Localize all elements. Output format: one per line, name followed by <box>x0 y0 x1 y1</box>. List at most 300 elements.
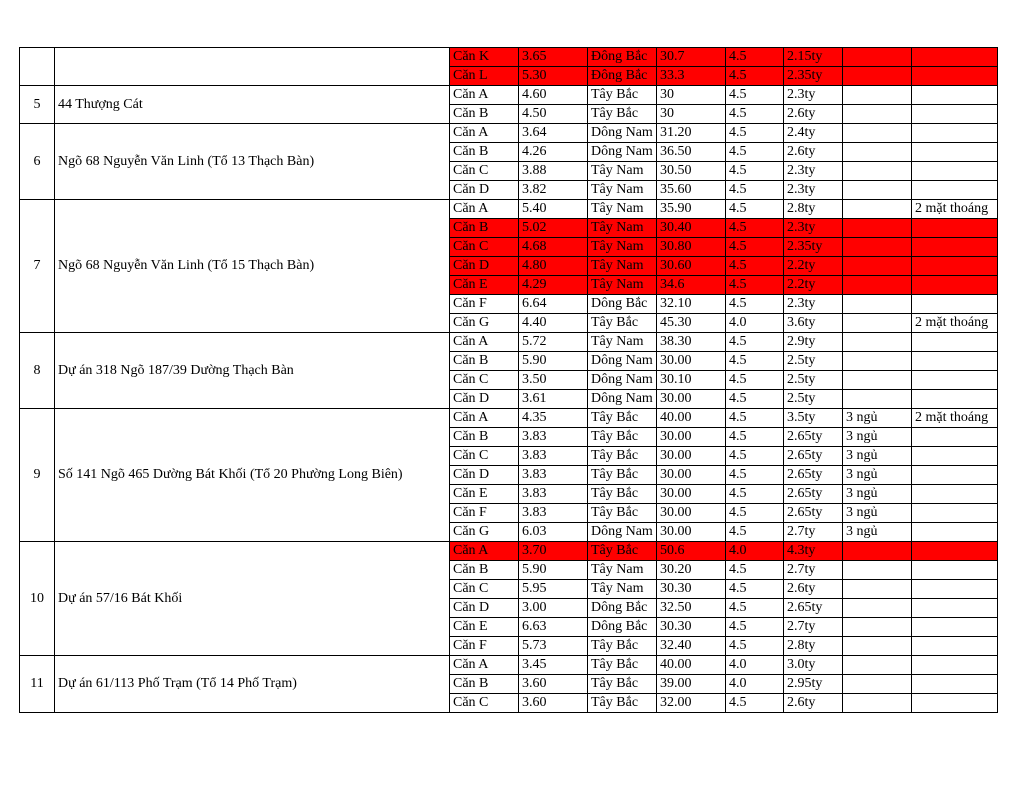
price-cell: 2.5ty <box>784 390 843 409</box>
floors-cell: 4.0 <box>726 656 784 675</box>
area-cell: 38.30 <box>657 333 726 352</box>
bedrooms-cell <box>843 333 912 352</box>
price-cell: 2.6ty <box>784 105 843 124</box>
floors-cell: 4.5 <box>726 371 784 390</box>
floors-cell: 4.5 <box>726 124 784 143</box>
area-cell: 40.00 <box>657 656 726 675</box>
stt-cell: 7 <box>20 200 55 333</box>
area-cell: 40.00 <box>657 409 726 428</box>
direction-cell: Dông Nam <box>588 523 657 542</box>
area-cell: 30.00 <box>657 523 726 542</box>
note-cell <box>912 618 998 637</box>
price-cell: 2.5ty <box>784 352 843 371</box>
width-cell: 5.73 <box>519 637 588 656</box>
area-cell: 50.6 <box>657 542 726 561</box>
note-cell <box>912 580 998 599</box>
unit-cell: Căn B <box>450 219 519 238</box>
bedrooms-cell <box>843 181 912 200</box>
width-cell: 5.02 <box>519 219 588 238</box>
price-cell: 2.2ty <box>784 257 843 276</box>
area-cell: 30 <box>657 105 726 124</box>
price-cell: 3.0ty <box>784 656 843 675</box>
area-cell: 33.3 <box>657 67 726 86</box>
address-cell: Ngõ 68 Nguyễn Văn Linh (Tổ 13 Thạch Bàn) <box>55 124 450 200</box>
direction-cell: Tây Bắc <box>588 466 657 485</box>
bedrooms-cell <box>843 143 912 162</box>
area-cell: 30.00 <box>657 447 726 466</box>
floors-cell: 4.5 <box>726 447 784 466</box>
direction-cell: Tây Bắc <box>588 485 657 504</box>
area-cell: 36.50 <box>657 143 726 162</box>
note-cell <box>912 390 998 409</box>
bedrooms-cell <box>843 637 912 656</box>
floors-cell: 4.5 <box>726 105 784 124</box>
direction-cell: Tây Bắc <box>588 694 657 713</box>
floors-cell: 4.5 <box>726 162 784 181</box>
table-row <box>20 656 998 675</box>
direction-cell: Tây Bắc <box>588 656 657 675</box>
price-cell: 2.65ty <box>784 466 843 485</box>
area-cell: 30.10 <box>657 371 726 390</box>
note-cell <box>912 276 998 295</box>
price-cell: 2.65ty <box>784 504 843 523</box>
price-cell: 2.2ty <box>784 276 843 295</box>
stt-cell: 8 <box>20 333 55 409</box>
area-cell: 30.00 <box>657 390 726 409</box>
price-cell: 2.95ty <box>784 675 843 694</box>
unit-cell: Căn C <box>450 238 519 257</box>
bedrooms-cell <box>843 238 912 257</box>
table-row <box>20 542 998 561</box>
unit-cell: Căn E <box>450 485 519 504</box>
stt-cell: 5 <box>20 86 55 124</box>
width-cell: 4.80 <box>519 257 588 276</box>
floors-cell: 4.5 <box>726 86 784 105</box>
price-cell: 2.65ty <box>784 428 843 447</box>
bedrooms-cell <box>843 124 912 143</box>
direction-cell: Dông Nam <box>588 371 657 390</box>
floors-cell: 4.5 <box>726 276 784 295</box>
direction-cell: Tây Nam <box>588 561 657 580</box>
note-cell <box>912 295 998 314</box>
width-cell: 4.29 <box>519 276 588 295</box>
bedrooms-cell <box>843 352 912 371</box>
price-cell: 2.65ty <box>784 599 843 618</box>
bedrooms-cell <box>843 675 912 694</box>
floors-cell: 4.5 <box>726 295 784 314</box>
note-cell <box>912 371 998 390</box>
floors-cell: 4.5 <box>726 409 784 428</box>
unit-cell: Căn C <box>450 447 519 466</box>
floors-cell: 4.5 <box>726 219 784 238</box>
stt-cell: 6 <box>20 124 55 200</box>
price-cell: 2.8ty <box>784 637 843 656</box>
floors-cell: 4.5 <box>726 143 784 162</box>
stt-cell: 11 <box>20 656 55 713</box>
direction-cell: Tây Nam <box>588 181 657 200</box>
area-cell: 30.00 <box>657 504 726 523</box>
unit-cell: Căn A <box>450 542 519 561</box>
note-cell <box>912 181 998 200</box>
area-cell: 39.00 <box>657 675 726 694</box>
width-cell: 5.40 <box>519 200 588 219</box>
area-cell: 30.50 <box>657 162 726 181</box>
width-cell: 5.95 <box>519 580 588 599</box>
area-cell: 30.30 <box>657 580 726 599</box>
floors-cell: 4.5 <box>726 599 784 618</box>
bedrooms-cell <box>843 105 912 124</box>
note-cell <box>912 238 998 257</box>
note-cell <box>912 352 998 371</box>
unit-cell: Căn A <box>450 409 519 428</box>
direction-cell: Tây Bắc <box>588 428 657 447</box>
area-cell: 30.60 <box>657 257 726 276</box>
direction-cell: Tây Nam <box>588 238 657 257</box>
bedrooms-cell <box>843 257 912 276</box>
floors-cell: 4.5 <box>726 580 784 599</box>
floors-cell: 4.0 <box>726 542 784 561</box>
unit-cell: Căn D <box>450 181 519 200</box>
width-cell: 3.60 <box>519 675 588 694</box>
bedrooms-cell <box>843 580 912 599</box>
floors-cell: 4.5 <box>726 561 784 580</box>
stt-cell: 9 <box>20 409 55 542</box>
bedrooms-cell <box>843 162 912 181</box>
unit-cell: Căn F <box>450 295 519 314</box>
floors-cell: 4.5 <box>726 181 784 200</box>
address-cell: Dự án 57/16 Bát Khối <box>55 542 450 656</box>
area-cell: 30.80 <box>657 238 726 257</box>
bedrooms-cell <box>843 618 912 637</box>
unit-cell: Căn K <box>450 48 519 67</box>
bedrooms-cell <box>843 295 912 314</box>
address-cell <box>55 48 450 86</box>
area-cell: 31.20 <box>657 124 726 143</box>
bedrooms-cell <box>843 599 912 618</box>
note-cell <box>912 257 998 276</box>
floors-cell: 4.0 <box>726 314 784 333</box>
note-cell <box>912 561 998 580</box>
bedrooms-cell: 3 ngủ <box>843 466 912 485</box>
bedrooms-cell <box>843 542 912 561</box>
stt-cell <box>20 48 55 86</box>
bedrooms-cell <box>843 86 912 105</box>
unit-cell: Căn E <box>450 276 519 295</box>
note-cell <box>912 504 998 523</box>
price-cell: 2.65ty <box>784 447 843 466</box>
price-cell: 2.3ty <box>784 162 843 181</box>
address-cell: 44 Thượng Cát <box>55 86 450 124</box>
area-cell: 30.7 <box>657 48 726 67</box>
unit-cell: Căn D <box>450 599 519 618</box>
area-cell: 45.30 <box>657 314 726 333</box>
width-cell: 4.60 <box>519 86 588 105</box>
direction-cell: Tây Bắc <box>588 105 657 124</box>
bedrooms-cell: 3 ngủ <box>843 428 912 447</box>
note-cell: 2 mặt thoáng <box>912 200 998 219</box>
unit-cell: Căn B <box>450 428 519 447</box>
note-cell <box>912 67 998 86</box>
width-cell: 3.88 <box>519 162 588 181</box>
floors-cell: 4.5 <box>726 637 784 656</box>
area-cell: 30.40 <box>657 219 726 238</box>
direction-cell: Tây Nam <box>588 162 657 181</box>
area-cell: 32.40 <box>657 637 726 656</box>
width-cell: 5.30 <box>519 67 588 86</box>
price-cell: 2.5ty <box>784 371 843 390</box>
stt-cell: 10 <box>20 542 55 656</box>
width-cell: 3.83 <box>519 504 588 523</box>
price-cell: 2.7ty <box>784 523 843 542</box>
unit-cell: Căn B <box>450 352 519 371</box>
price-cell: 2.7ty <box>784 618 843 637</box>
direction-cell: Tây Nam <box>588 580 657 599</box>
note-cell <box>912 428 998 447</box>
width-cell: 3.83 <box>519 485 588 504</box>
bedrooms-cell <box>843 219 912 238</box>
price-cell: 2.3ty <box>784 219 843 238</box>
width-cell: 6.64 <box>519 295 588 314</box>
price-cell: 2.4ty <box>784 124 843 143</box>
width-cell: 4.26 <box>519 143 588 162</box>
floors-cell: 4.5 <box>726 200 784 219</box>
note-cell <box>912 333 998 352</box>
direction-cell: Dông Nam <box>588 143 657 162</box>
width-cell: 3.00 <box>519 599 588 618</box>
price-cell: 2.3ty <box>784 181 843 200</box>
price-cell: 3.5ty <box>784 409 843 428</box>
price-cell: 4.3ty <box>784 542 843 561</box>
price-cell: 2.3ty <box>784 86 843 105</box>
price-cell: 2.35ty <box>784 67 843 86</box>
direction-cell: Dông Bắc <box>588 599 657 618</box>
floors-cell: 4.5 <box>726 238 784 257</box>
width-cell: 3.61 <box>519 390 588 409</box>
unit-cell: Căn B <box>450 105 519 124</box>
direction-cell: Đông Bắc <box>588 67 657 86</box>
address-cell: Số 141 Ngõ 465 Dường Bát Khối (Tổ 20 Phường Long Biên) <box>55 409 450 542</box>
unit-cell: Căn B <box>450 561 519 580</box>
floors-cell: 4.5 <box>726 428 784 447</box>
unit-cell: Căn G <box>450 523 519 542</box>
width-cell: 6.63 <box>519 618 588 637</box>
address-cell: Dự án 318 Ngõ 187/39 Dường Thạch Bàn <box>55 333 450 409</box>
direction-cell: Tây Bắc <box>588 637 657 656</box>
unit-cell: Căn F <box>450 504 519 523</box>
width-cell: 4.68 <box>519 238 588 257</box>
unit-cell: Căn G <box>450 314 519 333</box>
area-cell: 30.00 <box>657 428 726 447</box>
listing-table <box>19 47 998 713</box>
bedrooms-cell: 3 ngủ <box>843 523 912 542</box>
bedrooms-cell: 3 ngủ <box>843 485 912 504</box>
unit-cell: Căn D <box>450 466 519 485</box>
note-cell <box>912 523 998 542</box>
direction-cell: Tây Bắc <box>588 409 657 428</box>
floors-cell: 4.0 <box>726 675 784 694</box>
unit-cell: Căn C <box>450 694 519 713</box>
area-cell: 30 <box>657 86 726 105</box>
note-cell <box>912 143 998 162</box>
floors-cell: 4.5 <box>726 618 784 637</box>
unit-cell: Căn A <box>450 333 519 352</box>
table-row <box>20 200 998 219</box>
bedrooms-cell <box>843 48 912 67</box>
note-cell <box>912 219 998 238</box>
floors-cell: 4.5 <box>726 390 784 409</box>
address-cell: Dự án 61/113 Phố Trạm (Tổ 14 Phố Trạm) <box>55 656 450 713</box>
price-cell: 2.6ty <box>784 694 843 713</box>
price-cell: 2.8ty <box>784 200 843 219</box>
note-cell <box>912 656 998 675</box>
bedrooms-cell <box>843 694 912 713</box>
area-cell: 32.00 <box>657 694 726 713</box>
width-cell: 3.70 <box>519 542 588 561</box>
width-cell: 3.82 <box>519 181 588 200</box>
width-cell: 3.83 <box>519 447 588 466</box>
width-cell: 6.03 <box>519 523 588 542</box>
address-cell: Ngõ 68 Nguyễn Văn Linh (Tổ 15 Thạch Bàn) <box>55 200 450 333</box>
bedrooms-cell <box>843 371 912 390</box>
direction-cell: Tây Bắc <box>588 542 657 561</box>
area-cell: 34.6 <box>657 276 726 295</box>
area-cell: 32.10 <box>657 295 726 314</box>
note-cell <box>912 162 998 181</box>
width-cell: 5.90 <box>519 352 588 371</box>
area-cell: 32.50 <box>657 599 726 618</box>
note-cell: 2 mặt thoáng <box>912 314 998 333</box>
price-cell: 2.6ty <box>784 580 843 599</box>
unit-cell: Căn C <box>450 162 519 181</box>
unit-cell: Căn A <box>450 200 519 219</box>
price-cell: 2.7ty <box>784 561 843 580</box>
unit-cell: Căn B <box>450 675 519 694</box>
width-cell: 4.40 <box>519 314 588 333</box>
width-cell: 4.50 <box>519 105 588 124</box>
direction-cell: Tây Bắc <box>588 314 657 333</box>
table-row <box>20 48 998 67</box>
bedrooms-cell <box>843 656 912 675</box>
floors-cell: 4.5 <box>726 523 784 542</box>
note-cell <box>912 466 998 485</box>
bedrooms-cell: 3 ngủ <box>843 409 912 428</box>
floors-cell: 4.5 <box>726 352 784 371</box>
unit-cell: Căn E <box>450 618 519 637</box>
price-cell: 2.3ty <box>784 295 843 314</box>
unit-cell: Căn F <box>450 637 519 656</box>
unit-cell: Căn L <box>450 67 519 86</box>
note-cell <box>912 599 998 618</box>
area-cell: 30.00 <box>657 352 726 371</box>
price-cell: 2.35ty <box>784 238 843 257</box>
floors-cell: 4.5 <box>726 48 784 67</box>
width-cell: 3.65 <box>519 48 588 67</box>
note-cell <box>912 447 998 466</box>
unit-cell: Căn C <box>450 580 519 599</box>
direction-cell: Tây Nam <box>588 257 657 276</box>
direction-cell: Tây Nam <box>588 333 657 352</box>
bedrooms-cell: 3 ngủ <box>843 504 912 523</box>
table-row <box>20 124 998 143</box>
bedrooms-cell <box>843 561 912 580</box>
bedrooms-cell <box>843 200 912 219</box>
note-cell <box>912 105 998 124</box>
price-cell: 2.65ty <box>784 485 843 504</box>
unit-cell: Căn B <box>450 143 519 162</box>
note-cell <box>912 485 998 504</box>
unit-cell: Căn D <box>450 390 519 409</box>
floors-cell: 4.5 <box>726 485 784 504</box>
bedrooms-cell <box>843 314 912 333</box>
unit-cell: Căn A <box>450 656 519 675</box>
width-cell: 3.45 <box>519 656 588 675</box>
direction-cell: Tây Bắc <box>588 675 657 694</box>
width-cell: 3.83 <box>519 466 588 485</box>
price-cell: 2.9ty <box>784 333 843 352</box>
direction-cell: Tây Nam <box>588 200 657 219</box>
floors-cell: 4.5 <box>726 504 784 523</box>
direction-cell: Đông Bắc <box>588 48 657 67</box>
area-cell: 35.90 <box>657 200 726 219</box>
direction-cell: Tây Bắc <box>588 447 657 466</box>
unit-cell: Căn C <box>450 371 519 390</box>
direction-cell: Tây Nam <box>588 276 657 295</box>
table-row <box>20 86 998 105</box>
direction-cell: Tây Bắc <box>588 86 657 105</box>
floors-cell: 4.5 <box>726 257 784 276</box>
note-cell: 2 mặt thoáng <box>912 409 998 428</box>
price-cell: 2.15ty <box>784 48 843 67</box>
width-cell: 3.83 <box>519 428 588 447</box>
price-cell: 3.6ty <box>784 314 843 333</box>
note-cell <box>912 48 998 67</box>
bedrooms-cell <box>843 276 912 295</box>
note-cell <box>912 124 998 143</box>
width-cell: 5.72 <box>519 333 588 352</box>
bedrooms-cell <box>843 67 912 86</box>
width-cell: 4.35 <box>519 409 588 428</box>
area-cell: 30.00 <box>657 466 726 485</box>
note-cell <box>912 637 998 656</box>
width-cell: 3.60 <box>519 694 588 713</box>
table-row <box>20 333 998 352</box>
direction-cell: Tây Nam <box>588 219 657 238</box>
unit-cell: Căn A <box>450 124 519 143</box>
floors-cell: 4.5 <box>726 333 784 352</box>
direction-cell: Dông Bắc <box>588 618 657 637</box>
bedrooms-cell: 3 ngủ <box>843 447 912 466</box>
direction-cell: Dông Nam <box>588 390 657 409</box>
note-cell <box>912 86 998 105</box>
note-cell <box>912 675 998 694</box>
table-row <box>20 409 998 428</box>
note-cell <box>912 694 998 713</box>
width-cell: 3.50 <box>519 371 588 390</box>
area-cell: 30.00 <box>657 485 726 504</box>
unit-cell: Căn A <box>450 86 519 105</box>
floors-cell: 4.5 <box>726 694 784 713</box>
direction-cell: Tây Bắc <box>588 504 657 523</box>
direction-cell: Dông Bắc <box>588 295 657 314</box>
direction-cell: Dông Nam <box>588 124 657 143</box>
floors-cell: 4.5 <box>726 67 784 86</box>
price-cell: 2.6ty <box>784 143 843 162</box>
area-cell: 30.30 <box>657 618 726 637</box>
note-cell <box>912 542 998 561</box>
width-cell: 3.64 <box>519 124 588 143</box>
width-cell: 5.90 <box>519 561 588 580</box>
area-cell: 30.20 <box>657 561 726 580</box>
